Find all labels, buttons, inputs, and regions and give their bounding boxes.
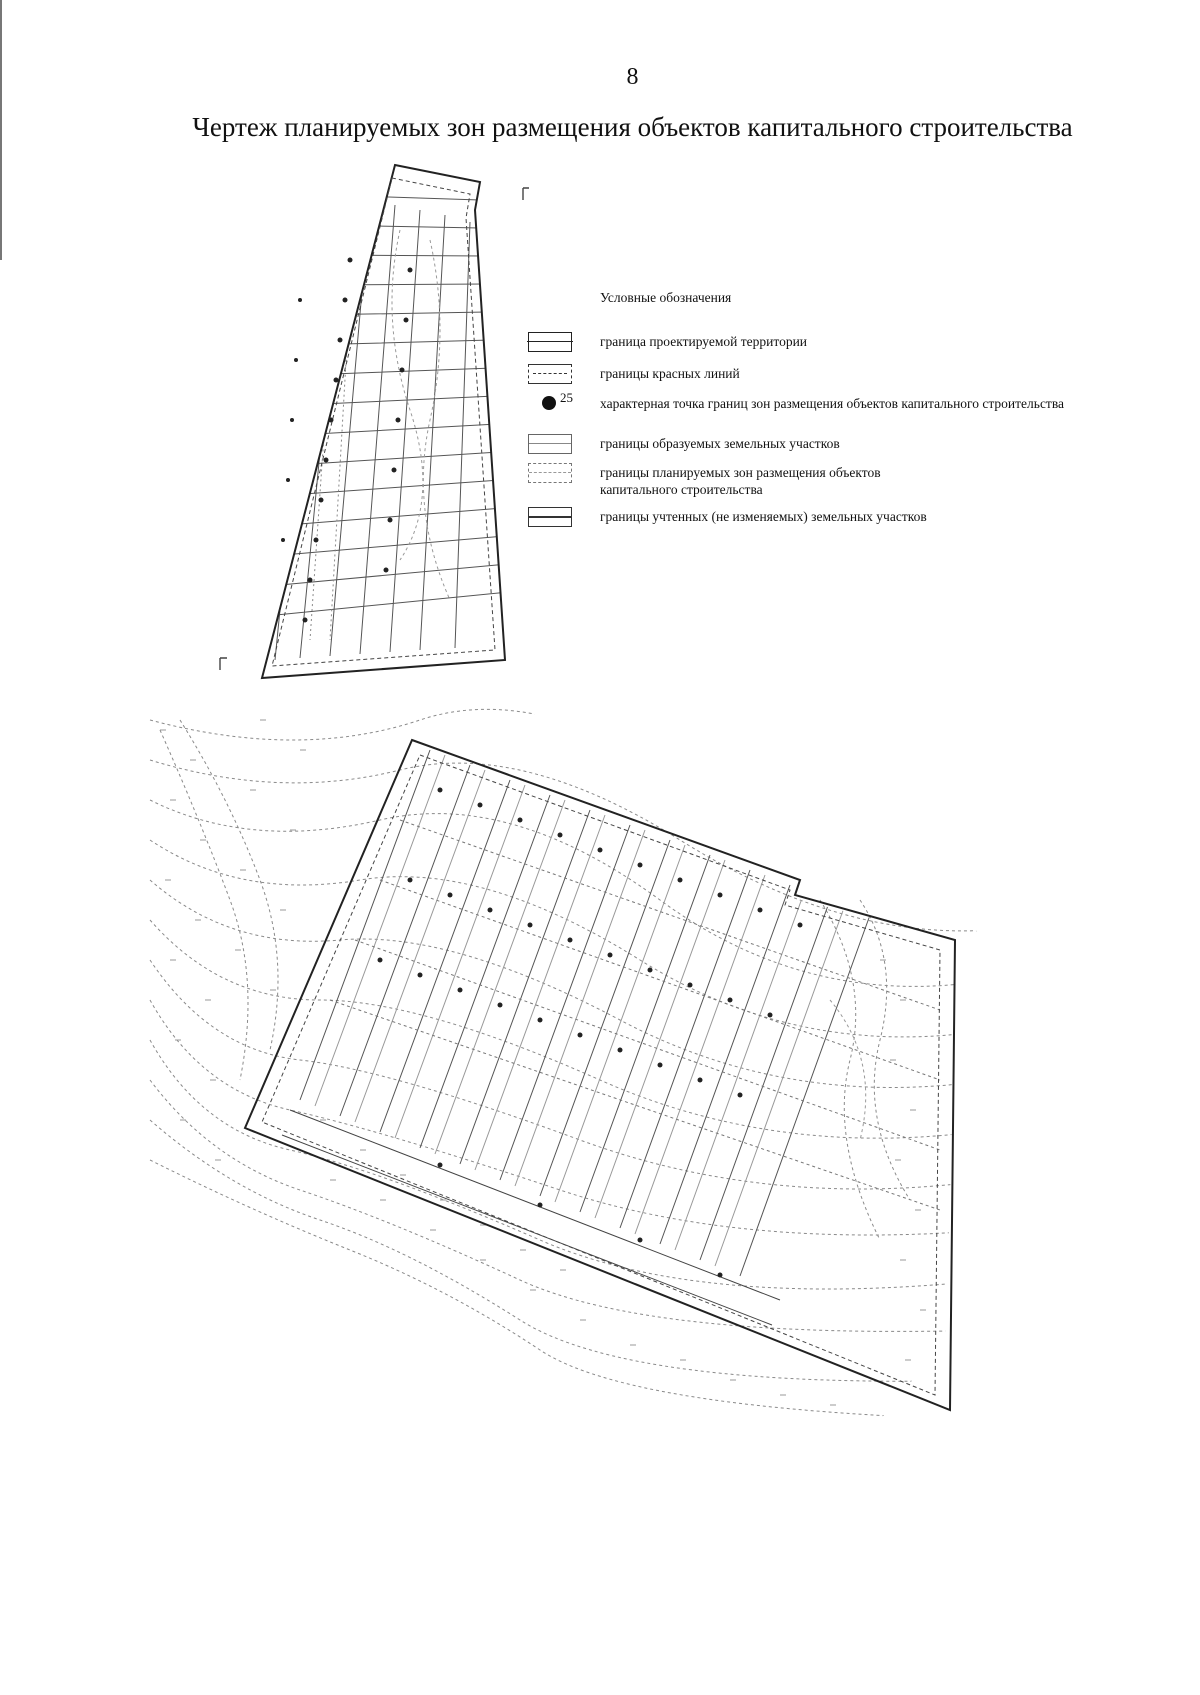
legend-heading: Условные обозначения	[600, 290, 732, 305]
south-block-boundary	[245, 740, 955, 1410]
page-title: Чертеж планируемых зон размещения объектов капитального строительства	[192, 112, 1073, 142]
formed-plots-symbol	[528, 434, 572, 454]
legend-label: граница проектируемой территории	[600, 334, 808, 349]
legend-label: границы красных линий	[600, 366, 740, 381]
legend-item-red-lines	[520, 362, 1160, 388]
legend-item-characteristic-point	[520, 392, 1160, 418]
point-marker-number: 25	[560, 390, 573, 405]
survey-marks	[220, 188, 529, 670]
legend-label: границы учтенных (не изменяемых) земельных участков	[600, 509, 927, 524]
legend-label: границы образуемых земельных участков	[600, 436, 840, 451]
red-lines-symbol	[528, 364, 572, 384]
north-block-boundary	[262, 165, 505, 678]
point-marker-icon	[542, 396, 556, 410]
page-number: 8	[626, 64, 639, 90]
territory-boundary-symbol	[528, 332, 572, 352]
north-block-inner-boundary	[272, 178, 495, 666]
north-block-grid	[275, 190, 509, 660]
legend-item-planned-zones	[520, 461, 1160, 501]
legend-label: границы планируемых зон размещения объектов капитального строительства	[600, 465, 881, 497]
registered-plots-symbol	[528, 507, 572, 527]
terrain-contours	[150, 709, 990, 1420]
south-block-points	[378, 788, 803, 1278]
legend-item-registered-plots	[520, 505, 1160, 531]
legend-item-formed-plots	[520, 432, 1160, 458]
north-block-points	[281, 258, 413, 623]
legend-label: характерная точка границ зон размещения объектов капитального строительства	[600, 396, 1065, 411]
planned-zones-symbol	[528, 463, 572, 483]
legend-item-territory-boundary	[520, 330, 1160, 356]
